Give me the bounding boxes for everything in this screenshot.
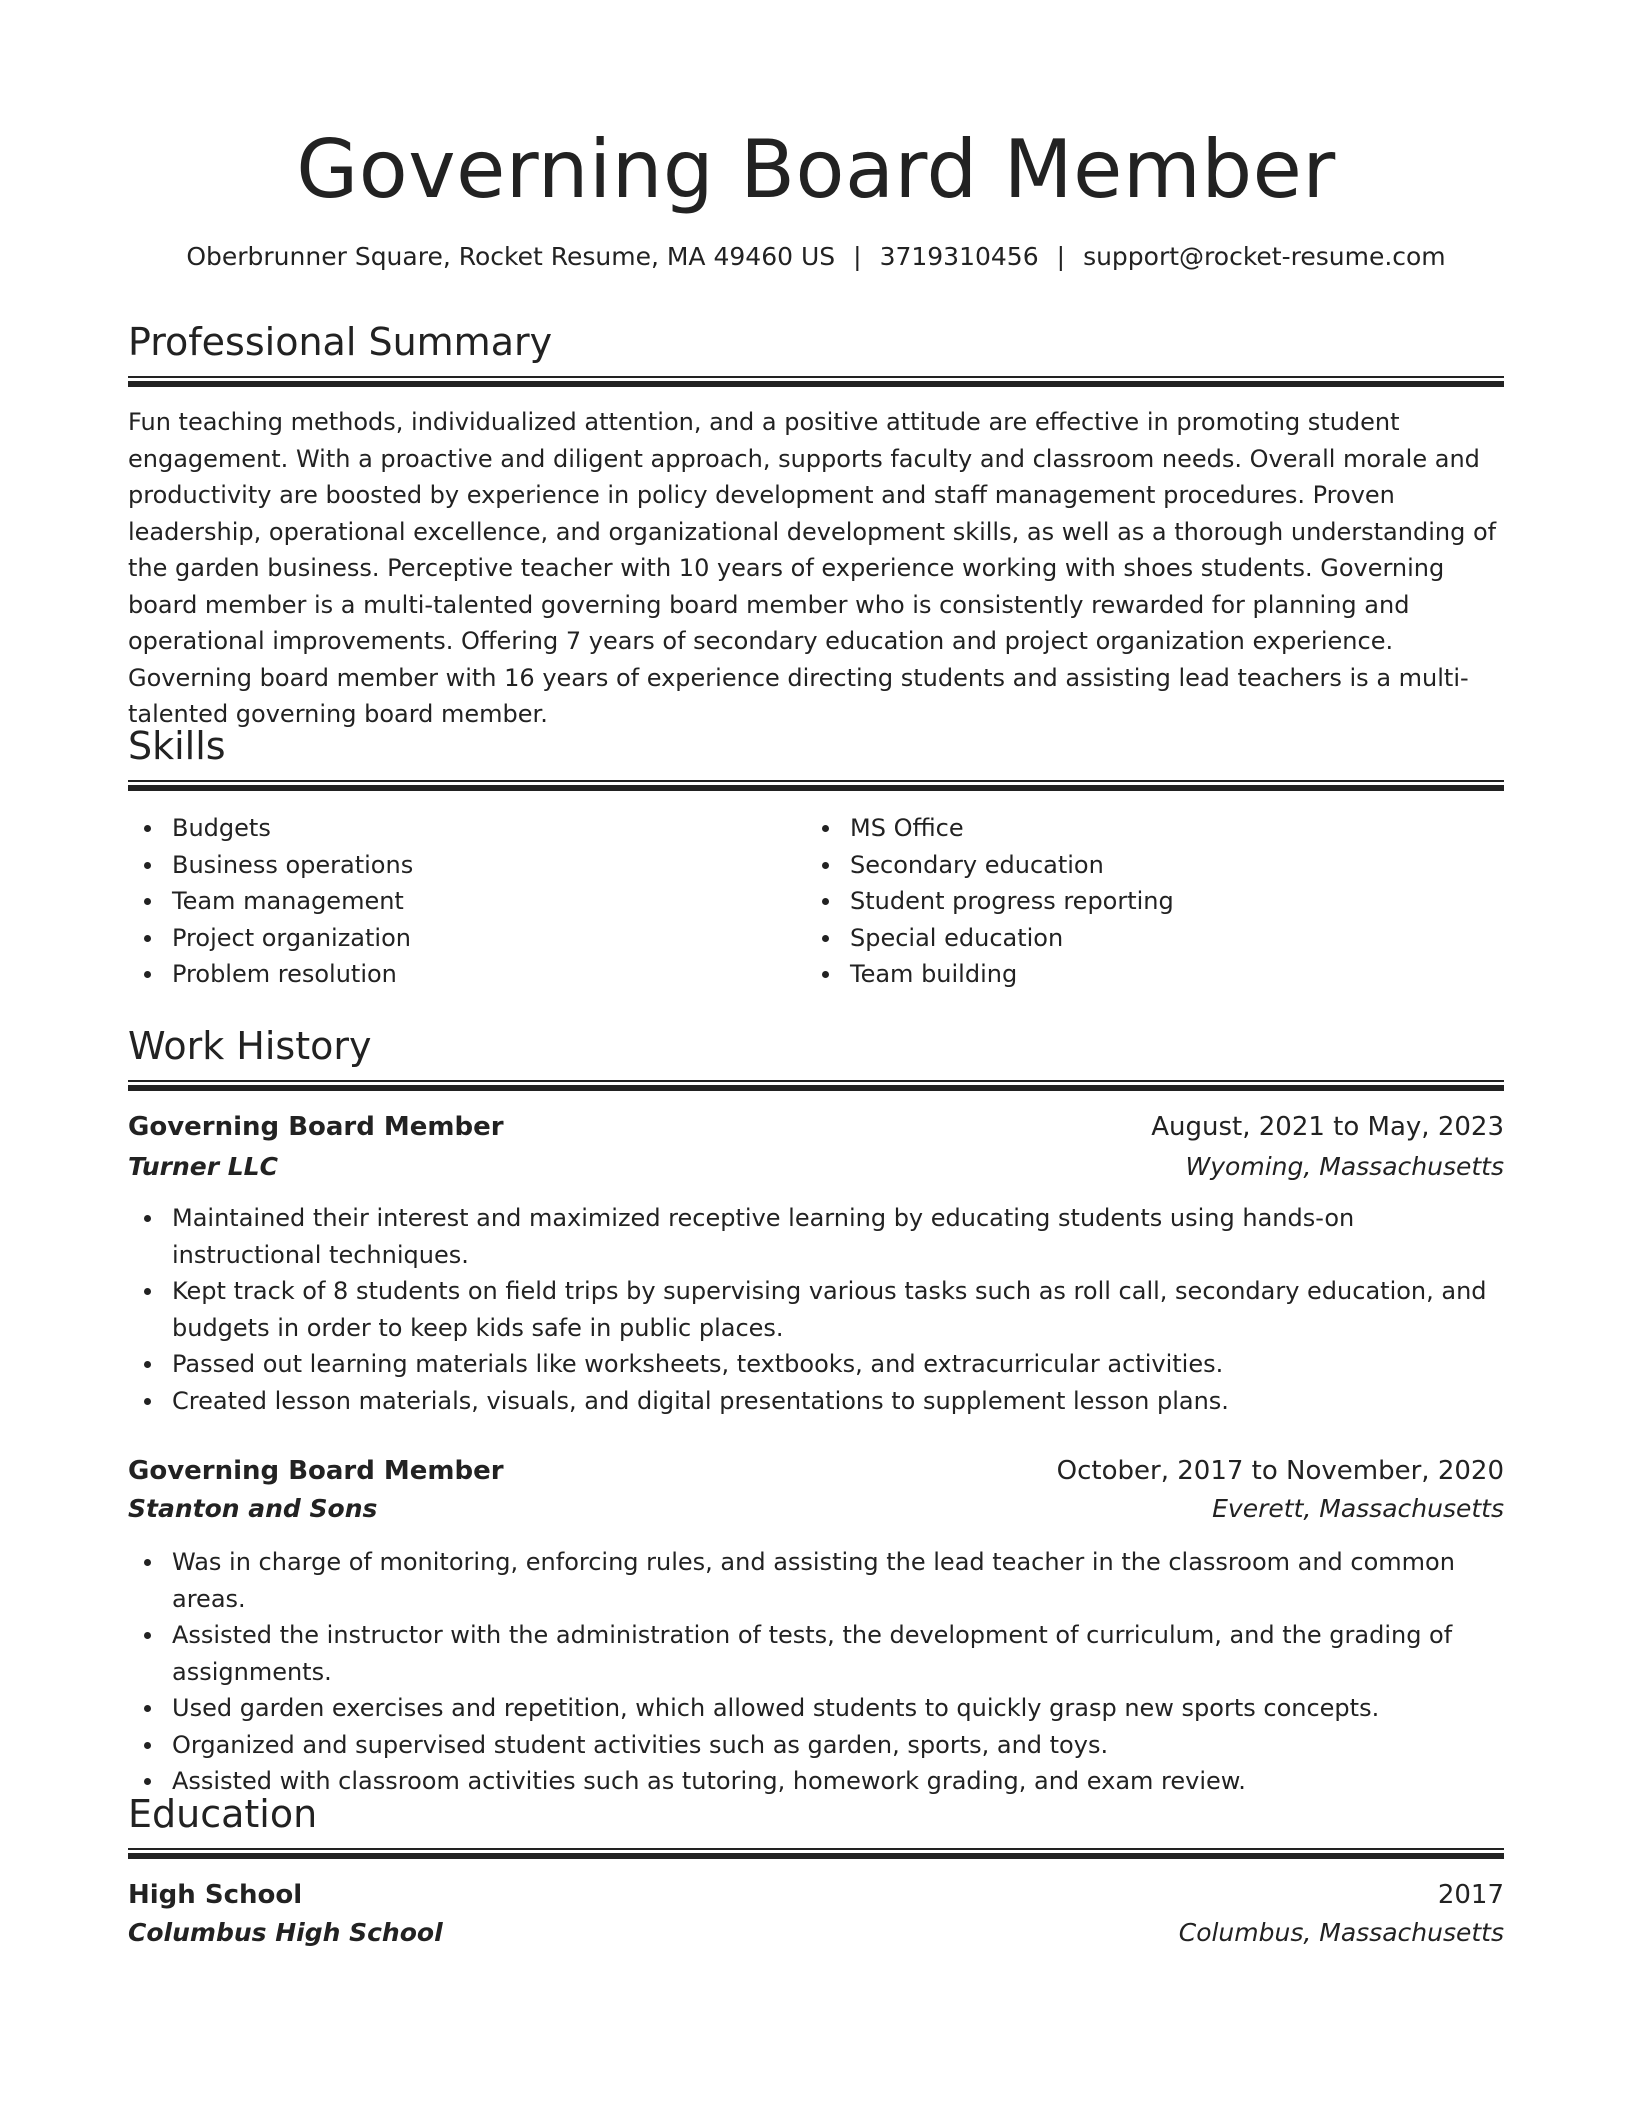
section-title-education: Education (128, 1792, 318, 1836)
job-subheader (128, 1490, 1504, 1528)
education-degree: High School (128, 1880, 303, 1910)
contact-line (128, 240, 1504, 274)
section-title-skills: Skills (128, 724, 226, 768)
skill-item: Team management (128, 883, 808, 920)
skill-item: Secondary education (806, 847, 1486, 884)
contact-phone: 3719310456 (879, 242, 1039, 271)
section-divider (128, 1848, 1504, 1859)
skills-list-left (128, 810, 808, 993)
job-bullet: Maintained their interest and maximized receptive learning by educating students using hands-on instructional techniques. (128, 1200, 1504, 1273)
section-divider (128, 1080, 1504, 1091)
skill-item: Student progress reporting (806, 883, 1486, 920)
education-header (128, 1876, 1504, 1914)
skill-item: Special education (806, 920, 1486, 957)
education-school: Columbus High School (128, 1918, 443, 1947)
contact-address: Oberbrunner Square, Rocket Resume, MA 49460 US (186, 242, 836, 271)
job-company: Turner LLC (128, 1152, 278, 1181)
job-bullet: Assisted with classroom activities such as tutoring, homework grading, and exam review. (128, 1763, 1504, 1800)
contact-separator: | (1056, 242, 1066, 271)
job-bullet: Passed out learning materials like worksheets, textbooks, and extracurricular activities. (128, 1346, 1504, 1383)
skill-item: Team building (806, 956, 1486, 993)
section-divider (128, 376, 1504, 387)
job-header (128, 1108, 1504, 1146)
job-bullets (128, 1544, 1504, 1800)
education-year: 2017 (1437, 1880, 1504, 1910)
job-subheader (128, 1148, 1504, 1186)
section-divider (128, 780, 1504, 791)
skill-item: MS Office (806, 810, 1486, 847)
candidate-name: Governing Board Member (296, 123, 1336, 216)
skill-item: Budgets (128, 810, 808, 847)
education-location: Columbus, Massachusetts (1178, 1918, 1504, 1947)
section-title-summary: Professional Summary (128, 320, 553, 364)
skill-item: Problem resolution (128, 956, 808, 993)
education-subheader (128, 1914, 1504, 1952)
job-bullet: Organized and supervised student activities such as garden, sports, and toys. (128, 1727, 1504, 1764)
job-company: Stanton and Sons (128, 1494, 378, 1523)
job-title: Governing Board Member (128, 1456, 504, 1486)
contact-separator: | (853, 242, 862, 271)
skill-item: Project organization (128, 920, 808, 957)
job-location: Everett, Massachusetts (1212, 1494, 1504, 1523)
job-header (128, 1452, 1504, 1490)
job-dates: August, 2021 to May, 2023 (1151, 1112, 1504, 1142)
job-location: Wyoming, Massachusetts (1185, 1152, 1504, 1181)
job-bullet: Created lesson materials, visuals, and digital presentations to supplement lesson plans. (128, 1383, 1504, 1420)
skills-list-right (806, 810, 1486, 993)
section-title-work: Work History (128, 1024, 372, 1068)
skill-item: Business operations (128, 847, 808, 884)
job-bullet: Assisted the instructor with the administration of tests, the development of curriculum, and the grading of assignments. (128, 1617, 1504, 1690)
job-bullet: Used garden exercises and repetition, which allowed students to quickly grasp new sports concepts. (128, 1690, 1504, 1727)
job-bullet: Kept track of 8 students on field trips by supervising various tasks such as roll call, secondary education, and budgets in order to keep kids safe in public places. (128, 1273, 1504, 1346)
job-bullet: Was in charge of monitoring, enforcing rules, and assisting the lead teacher in the classroom and common areas. (128, 1544, 1504, 1617)
contact-email[interactable]: support@rocket-resume.com (1083, 242, 1446, 271)
job-dates: October, 2017 to November, 2020 (1056, 1456, 1504, 1486)
job-bullets (128, 1200, 1504, 1419)
summary-text: Fun teaching methods, individualized attention, and a positive attitude are effective in promoting student engagement. With a proactive and diligent approach, supports faculty and classroom needs. Overall morale and productivity are boosted by experience in policy development and staff management procedures. Proven leadership, operational excellence, and organizational development skills, as well as a thorough understanding of the garden business. Perceptive teacher with 10 years of experience working with shoes students. Governing board member is a multi-talented governing board member who is consistently rewarded for planning and operational improvements. Offering 7 years of secondary education and project organization experience. Governing board member with 16 years of experience directing students and assisting lead teachers is a multi-talented governing board member. (128, 408, 1497, 728)
job-title: Governing Board Member (128, 1112, 504, 1142)
